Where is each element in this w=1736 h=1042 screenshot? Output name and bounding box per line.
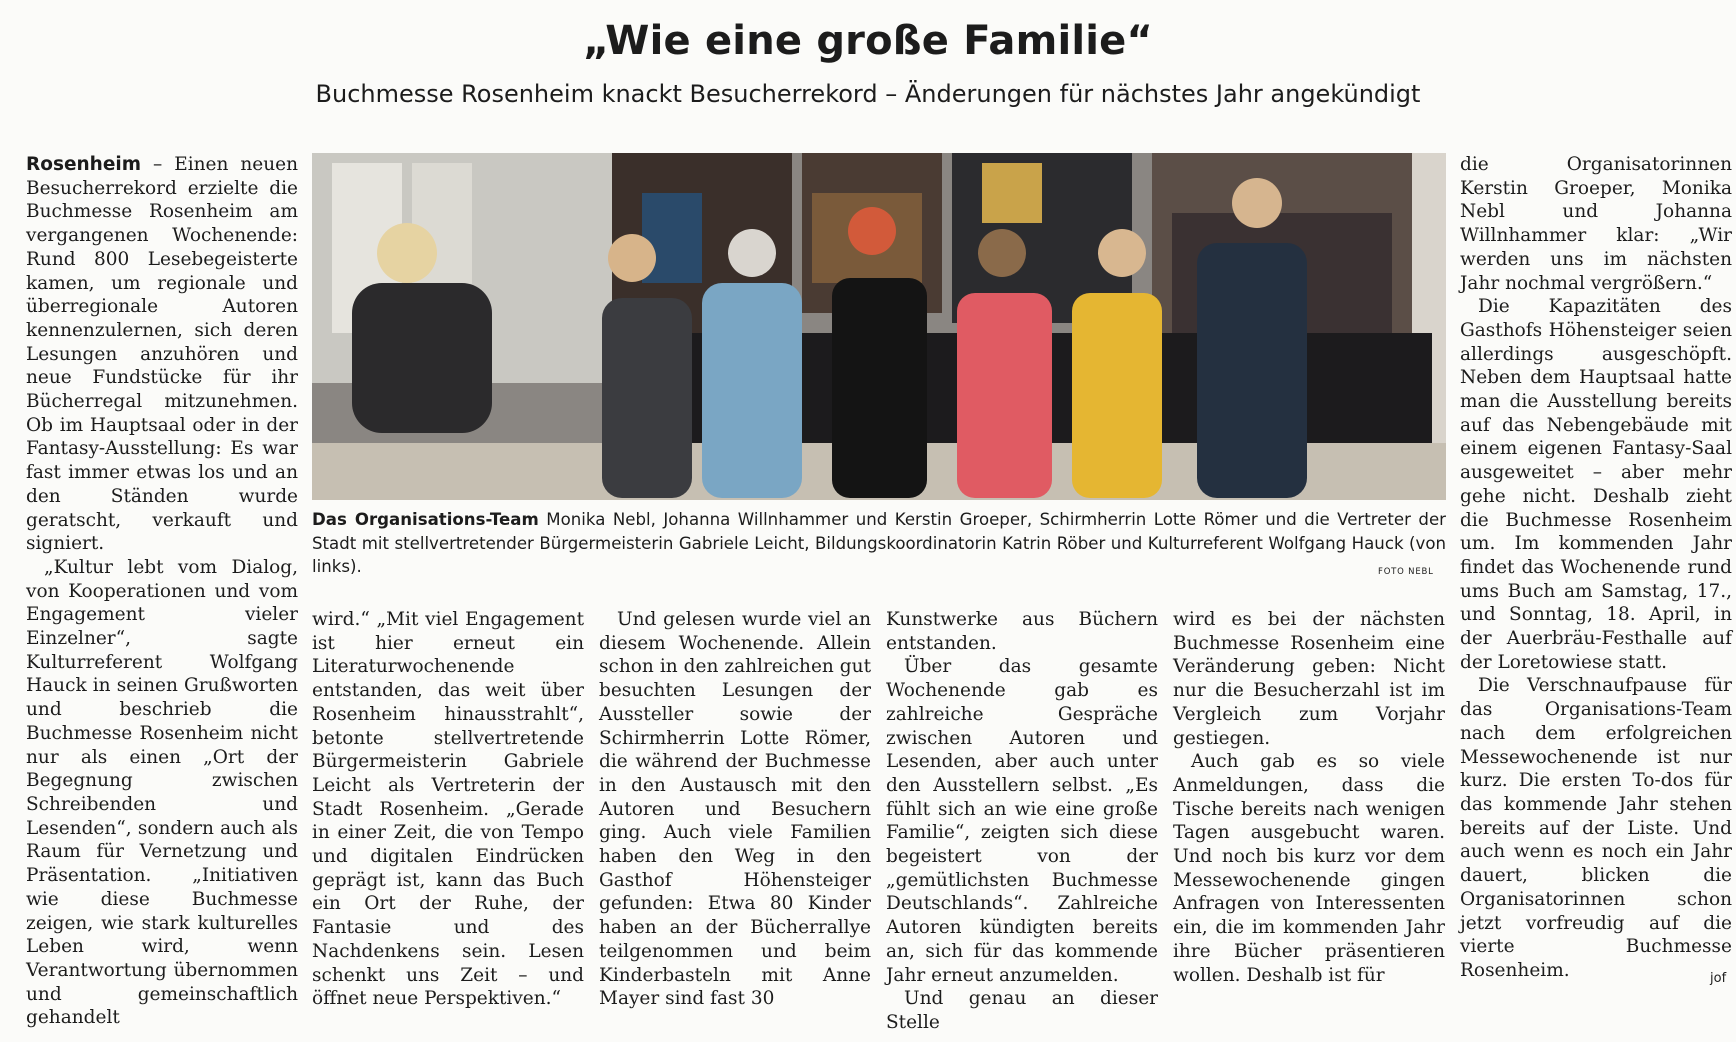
article-column-4 (886, 608, 1158, 1033)
paragraph: wird.“ „Mit viel Engagement ist hier erneut ein Literaturwochenende entstanden, das weit über Rosenheim hinausstrahlt“, betonte stellvertretende Bürgermeisterin Gabriele Leicht als Vertreterin der Stadt Rosenheim. „Gerade in einer Zeit, die von Tempo und digitalen Eindrücken geprägt ist, kann das Buch ein Ort der Ruhe, der Fantasie und des Nachdenkens sein. Lesen schenkt uns Zeit – und öffnet neue Perspektiven.“ (312, 609, 584, 1010)
paragraph: wird es bei der nächsten Buchmesse Rosenheim eine Veränderung geben: Nicht nur die Besucherzahl ist im Vergleich zum Vorjahr gestiegen. (1173, 609, 1445, 749)
paragraph: Über das gesamte Wochenende gab es zahlreiche Gespräche zwischen Autoren und Lesenden, aber auch unter den Ausstellern selbst. „Es fühlt sich an wie eine große Familie“, zeigten sich diese begeistert von der „gemütlichsten Buchmesse Deutschlands“. Zahlreiche Autoren kündigten bereits an, sich für das kommende Jahr erneut anzumelden. (886, 656, 1158, 986)
paragraph: die Organisatorinnen Kerstin Groeper, Monika Nebl und Johanna Willnhammer klar: „Wir werden uns im nächsten Jahr nochmal vergrößern.“ (1460, 154, 1732, 294)
article-column-2 (312, 608, 584, 1010)
dateline: Rosenheim (26, 154, 142, 175)
lead-text: – Einen neuen Besucherrekord erzielte die Buchmesse Rosenheim am vergangenen Wochenende: Rund 800 Lesebegeisterte kamen, um regionale und überregionale Autoren kennenzulernen, sich deren Lesungen anzuhören und neue Fundstücke für ihr Bücherregal mitzunehmen. Ob im Hauptsaal oder in der Fantasy-Ausstellung: Es war fast immer etwas los und an den Ständen wurde geratscht, verkauft und signiert. (26, 154, 298, 555)
paragraph: Die Verschnaufpause für das Organisations-Team nach dem erfolgreichen Messewochenende ist nur kurz. Die ersten To-dos für das kommende Jahr stehen bereits auf der Liste. Und auch wenn es noch ein Jahr dauert, blicken die Organisatorinnen schon jetzt vorfreudig auf die vierte Buchmesse Rosenheim. (1460, 675, 1732, 981)
paragraph: Auch gab es so viele Anmeldungen, dass die Tische bereits nach wenigen Tagen ausgebucht waren. Und noch bis kurz vor dem Messewochenende gingen Anfragen von Interessenten ein, die im kommenden Jahr ihre Bücher präsentieren wollen. Deshalb ist für (1173, 751, 1445, 986)
subheadline: Buchmesse Rosenheim knackt Besucherrekord – Änderungen für nächstes Jahr angekündigt (315, 80, 1421, 108)
photo-illustration (312, 153, 1446, 500)
paragraph: Und gelesen wurde viel an diesem Wochenende. Allein schon in den zahlreichen gut besuchten Lesungen der Aussteller sowie der Schirmherrin Lotte Römer, die während der Buchmesse in den Austausch mit den Autoren und Besuchern ging. Auch viele Familien haben den Weg in den Gasthof Höhensteiger gefunden: Etwa 80 Kinder haben an der Bücherrallye teilgenommen und beim Kinderbasteln mit Anne Mayer sind fast 30 (599, 609, 871, 1010)
caption-title: Das Organisations-Team (312, 510, 539, 529)
paragraph: Und genau an dieser Stelle (886, 988, 1158, 1033)
article-column-3 (599, 608, 871, 1010)
photo-credit: FOTO NEBL (1378, 567, 1434, 577)
article-column-1 (26, 153, 298, 1029)
headline: „Wie eine große Familie“ (582, 18, 1153, 64)
caption-text: Monika Nebl, Johanna Willnhammer und Kerstin Groeper, Schirmherrin Lotte Römer und die Vertreter der Stadt mit stellvertretender Bürgermeisterin Gabriele Leicht, Bildungskoordinatorin Katrin Röber und Kulturreferent Wolfgang Hauck (von links). (312, 510, 1446, 576)
article-column-5 (1173, 608, 1445, 991)
paragraph: Kunstwerke aus Büchern entstanden. (886, 609, 1158, 654)
photo-caption (312, 508, 1446, 579)
lead-paragraph (26, 153, 298, 556)
paragraph: „Kultur lebt vom Dialog, von Kooperationen und vom Engagement vieler Einzelner“, sagte Kulturreferent Wolfgang Hauck in seinen Grußworten und beschrieb die Buchmesse Rosenheim nicht nur als einen „Ort der Begegnung zwischen Schreibenden und Lesenden“, sondern auch als Raum für Vernetzung und Präsentation. „Initiativen wie diese Buchmesse zeigen, wie stark kulturelles Leben wird, wenn Verantwortung übernommen und gemeinschaftlich gehandelt (26, 556, 298, 1029)
author-initials: jof (1710, 971, 1727, 986)
photo (312, 153, 1446, 500)
paragraph: Die Kapazitäten des Gasthofs Höhensteiger seien allerdings ausgeschöpft. Neben dem Hauptsaal hatte man die Ausstellung bereits auf das Nebengebäude mit einem eigenen Fantasy-Saal ausgeweitet – aber mehr gehe nicht. Deshalb zieht die Buchmesse Rosenheim um. Im kommenden Jahr findet das Wochenende rund ums Buch am Samstag, 17., und Sonntag, 18. April, in der Auerbräu-Festhalle auf der Loretowiese statt. (1460, 296, 1732, 673)
